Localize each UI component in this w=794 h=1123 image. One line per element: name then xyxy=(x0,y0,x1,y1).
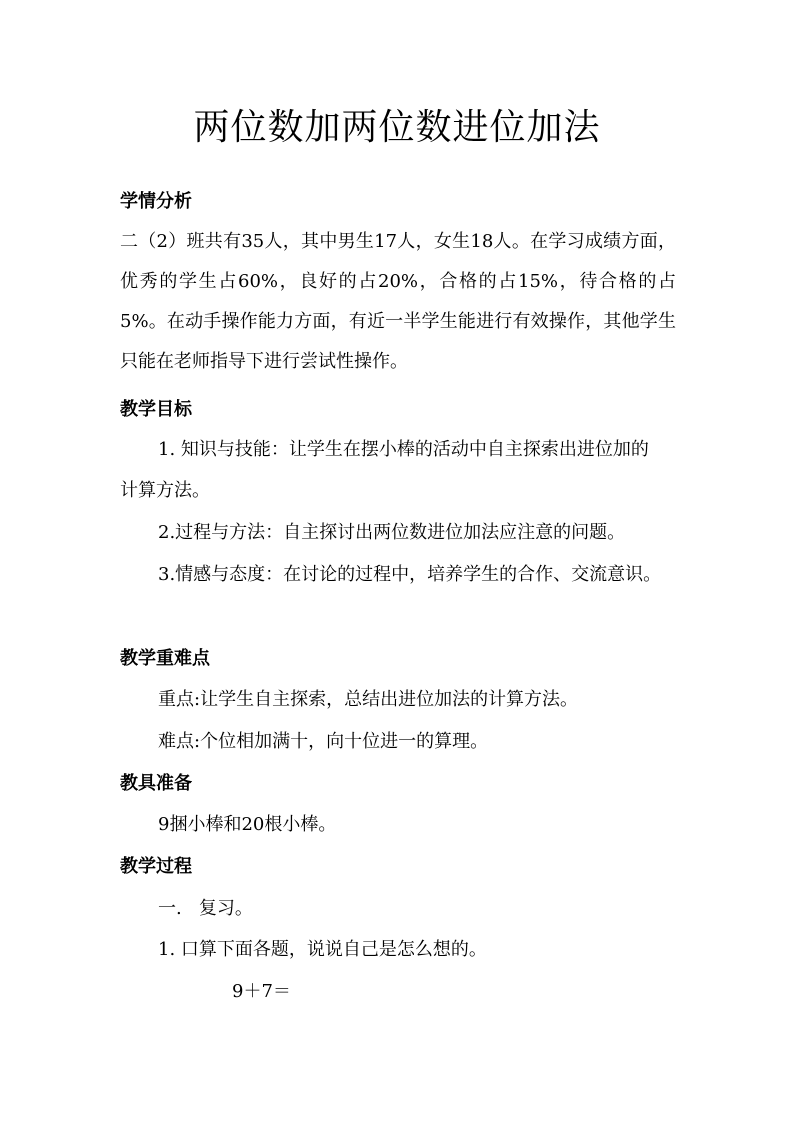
process-task-mental-math: 1. 口算下面各题，说说自己是怎么想的。 xyxy=(158,939,487,960)
section-heading-process: 教学过程 xyxy=(120,856,192,877)
process-step-review: 一. 复习。 xyxy=(158,898,253,919)
document-title: 两位数加两位数进位加法 xyxy=(193,107,601,148)
goal-item-2: 2.过程与方法：自主探讨出两位数进位加法应注意的问题。 xyxy=(158,522,626,543)
goal-item-3: 3.情感与态度：在讨论的过程中，培养学生的合作、交流意识。 xyxy=(158,564,662,585)
section-heading-analysis: 学情分析 xyxy=(120,191,192,212)
math-expression: 9＋7＝ xyxy=(232,981,291,1002)
analysis-paragraph: 二（2）班共有35人，其中男生17人，女生18人。在学习成绩方面，优秀的学生占60%，良好的占20%，合格的占15%，待合格的占5%。在动手操作能力方面，有近一半学生能进行有效操作，其他学生只能在老师指导下进行尝试性操作。 xyxy=(120,231,676,372)
goal-item-1: 1. 知识与技能：让学生在摆小棒的活动中自主探索出进位加的 xyxy=(158,439,649,460)
key-point-focus: 重点:让学生自主探索，总结出进位加法的计算方法。 xyxy=(158,689,579,710)
section-heading-materials: 教具准备 xyxy=(120,773,192,794)
goal-item-1-continued: 计算方法。 xyxy=(120,480,210,501)
materials-text: 9捆小棒和20根小棒。 xyxy=(158,814,337,835)
key-point-difficulty: 难点:个位相加满十，向十位进一的算理。 xyxy=(158,731,489,752)
section-heading-key-points: 教学重难点 xyxy=(120,648,210,669)
section-heading-goals: 教学目标 xyxy=(120,399,192,420)
